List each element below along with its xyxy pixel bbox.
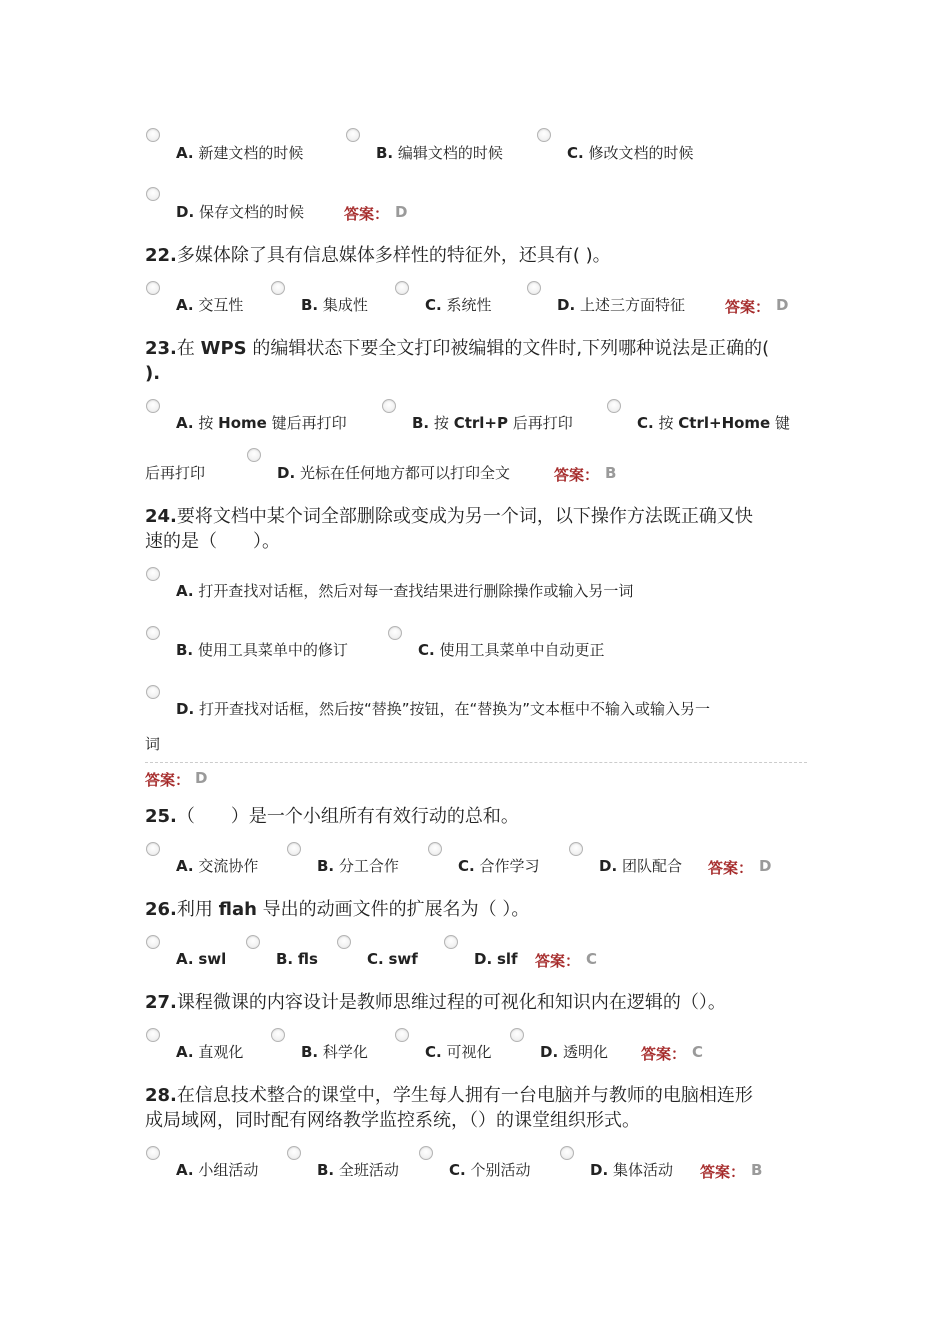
answer-label-q27: 答案： [641, 1045, 687, 1063]
radio-q28-b[interactable] [287, 1146, 301, 1160]
option-q22-c: C. 系统性 [425, 296, 492, 314]
question-23-line2: ). [145, 363, 161, 384]
radio-q27-a[interactable] [146, 1028, 160, 1042]
question-28: 28.在信息技术整合的课堂中，学生每人拥有一台电脑并与教师的电脑相连形 [145, 1085, 753, 1106]
radio-q24-a[interactable] [146, 567, 160, 581]
answer-value-q24: D [195, 769, 208, 787]
option-q25-c: C. 合作学习 [458, 857, 540, 875]
radio-q26-c[interactable] [337, 935, 351, 949]
radio-q21-a[interactable] [146, 128, 160, 142]
answer-value-q22: D [776, 296, 789, 314]
radio-q27-b[interactable] [271, 1028, 285, 1042]
answer-label-q24: 答案： [145, 771, 191, 789]
option-q28-c: C. 个别活动 [449, 1161, 531, 1179]
option-q24-b: B. 使用工具菜单中的修订 [176, 641, 348, 659]
option-q26-d: D. slf [474, 950, 518, 968]
answer-value-q27: C [692, 1043, 704, 1061]
option-q25-a: A. 交流协作 [176, 857, 259, 875]
radio-q26-a[interactable] [146, 935, 160, 949]
option-q24-d: D. 打开查找对话框，然后按“替换”按钮，在“替换为”文本框中不输入或输入另一 [176, 700, 711, 718]
answer-label-q21: 答案： [344, 205, 390, 223]
answer-label-q28: 答案： [700, 1163, 746, 1181]
option-q21-b: B. 编辑文档的时候 [376, 144, 503, 162]
radio-q24-c[interactable] [388, 626, 402, 640]
answer-value-q21: D [395, 203, 408, 221]
answer-value-q25: D [759, 857, 772, 875]
radio-q25-d[interactable] [569, 842, 583, 856]
option-q22-d: D. 上述三方面特征 [557, 296, 685, 314]
question-28-line2: 成局域网，同时配有网络教学监控系统，（）的课堂组织形式。 [145, 1110, 640, 1131]
radio-q24-d[interactable] [146, 685, 160, 699]
question-27: 27.课程微课的内容设计是教师思维过程的可视化和知识内在逻辑的（）。 [145, 992, 726, 1013]
option-q22-b: B. 集成性 [301, 296, 368, 314]
radio-q27-c[interactable] [395, 1028, 409, 1042]
radio-q23-d[interactable] [247, 448, 261, 462]
question-25: 25.（ ）是一个小组所有有效行动的总和。 [145, 806, 519, 827]
answer-label-q22: 答案： [725, 298, 771, 316]
option-q22-a: A. 交互性 [176, 296, 244, 314]
option-q21-a: A. 新建文档的时候 [176, 144, 304, 162]
question-24: 24.要将文档中某个词全部删除或变成为另一个词，以下操作方法既正确又快 [145, 506, 753, 527]
option-q28-b: B. 全班活动 [317, 1161, 399, 1179]
radio-q24-b[interactable] [146, 626, 160, 640]
option-q27-c: C. 可视化 [425, 1043, 492, 1061]
radio-q27-d[interactable] [510, 1028, 524, 1042]
question-22: 22.多媒体除了具有信息媒体多样性的特征外，还具有( )。 [145, 245, 611, 266]
radio-q28-a[interactable] [146, 1146, 160, 1160]
option-q28-d: D. 集体活动 [590, 1161, 673, 1179]
option-q23-b: B. 按 Ctrl+P 后再打印 [412, 414, 573, 432]
option-q27-d: D. 透明化 [540, 1043, 608, 1061]
separator [145, 762, 807, 763]
option-q26-c: C. swf [367, 950, 418, 968]
radio-q25-b[interactable] [287, 842, 301, 856]
option-q24-a: A. 打开查找对话框，然后对每一查找结果进行删除操作或输入另一词 [176, 582, 634, 600]
radio-q23-b[interactable] [382, 399, 396, 413]
question-26: 26.利用 flah 导出的动画文件的扩展名为（ ）。 [145, 899, 530, 920]
radio-q25-c[interactable] [428, 842, 442, 856]
radio-q22-c[interactable] [395, 281, 409, 295]
answer-value-q23: B [605, 464, 617, 482]
question-23: 23.在 WPS 的编辑状态下要全文打印被编辑的文件时,下列哪种说法是正确的( [145, 338, 770, 359]
radio-q22-d[interactable] [527, 281, 541, 295]
question-24-line2: 速的是（ ）。 [145, 531, 280, 552]
option-q26-a: A. swl [176, 950, 227, 968]
radio-q25-a[interactable] [146, 842, 160, 856]
option-q21-c: C. 修改文档的时候 [567, 144, 694, 162]
radio-q23-c[interactable] [607, 399, 621, 413]
radio-q21-c[interactable] [537, 128, 551, 142]
option-q24-c: C. 使用工具菜单中自动更正 [418, 641, 605, 659]
answer-label-q23: 答案： [554, 466, 600, 484]
answer-value-q26: C [586, 950, 598, 968]
option-q23-c-wrap: 后再打印 [145, 464, 206, 482]
option-q21-d: D. 保存文档的时候 [176, 203, 304, 221]
radio-q28-c[interactable] [419, 1146, 433, 1160]
option-q25-b: B. 分工合作 [317, 857, 399, 875]
radio-q26-d[interactable] [444, 935, 458, 949]
option-q24-d-wrap: 词 [145, 735, 161, 753]
radio-q22-a[interactable] [146, 281, 160, 295]
option-q26-b: B. fls [276, 950, 318, 968]
radio-q26-b[interactable] [246, 935, 260, 949]
option-q23-a: A. 按 Home 键后再打印 [176, 414, 347, 432]
radio-q28-d[interactable] [560, 1146, 574, 1160]
radio-q21-d[interactable] [146, 187, 160, 201]
option-q27-a: A. 直观化 [176, 1043, 244, 1061]
answer-label-q25: 答案： [708, 859, 754, 877]
radio-q23-a[interactable] [146, 399, 160, 413]
option-q25-d: D. 团队配合 [599, 857, 682, 875]
option-q28-a: A. 小组活动 [176, 1161, 259, 1179]
radio-q21-b[interactable] [346, 128, 360, 142]
radio-q22-b[interactable] [271, 281, 285, 295]
option-q23-c: C. 按 Ctrl+Home 键 [637, 414, 791, 432]
option-q23-d: D. 光标在任何地方都可以打印全文 [277, 464, 510, 482]
option-q27-b: B. 科学化 [301, 1043, 368, 1061]
answer-value-q28: B [751, 1161, 763, 1179]
answer-label-q26: 答案： [535, 952, 581, 970]
